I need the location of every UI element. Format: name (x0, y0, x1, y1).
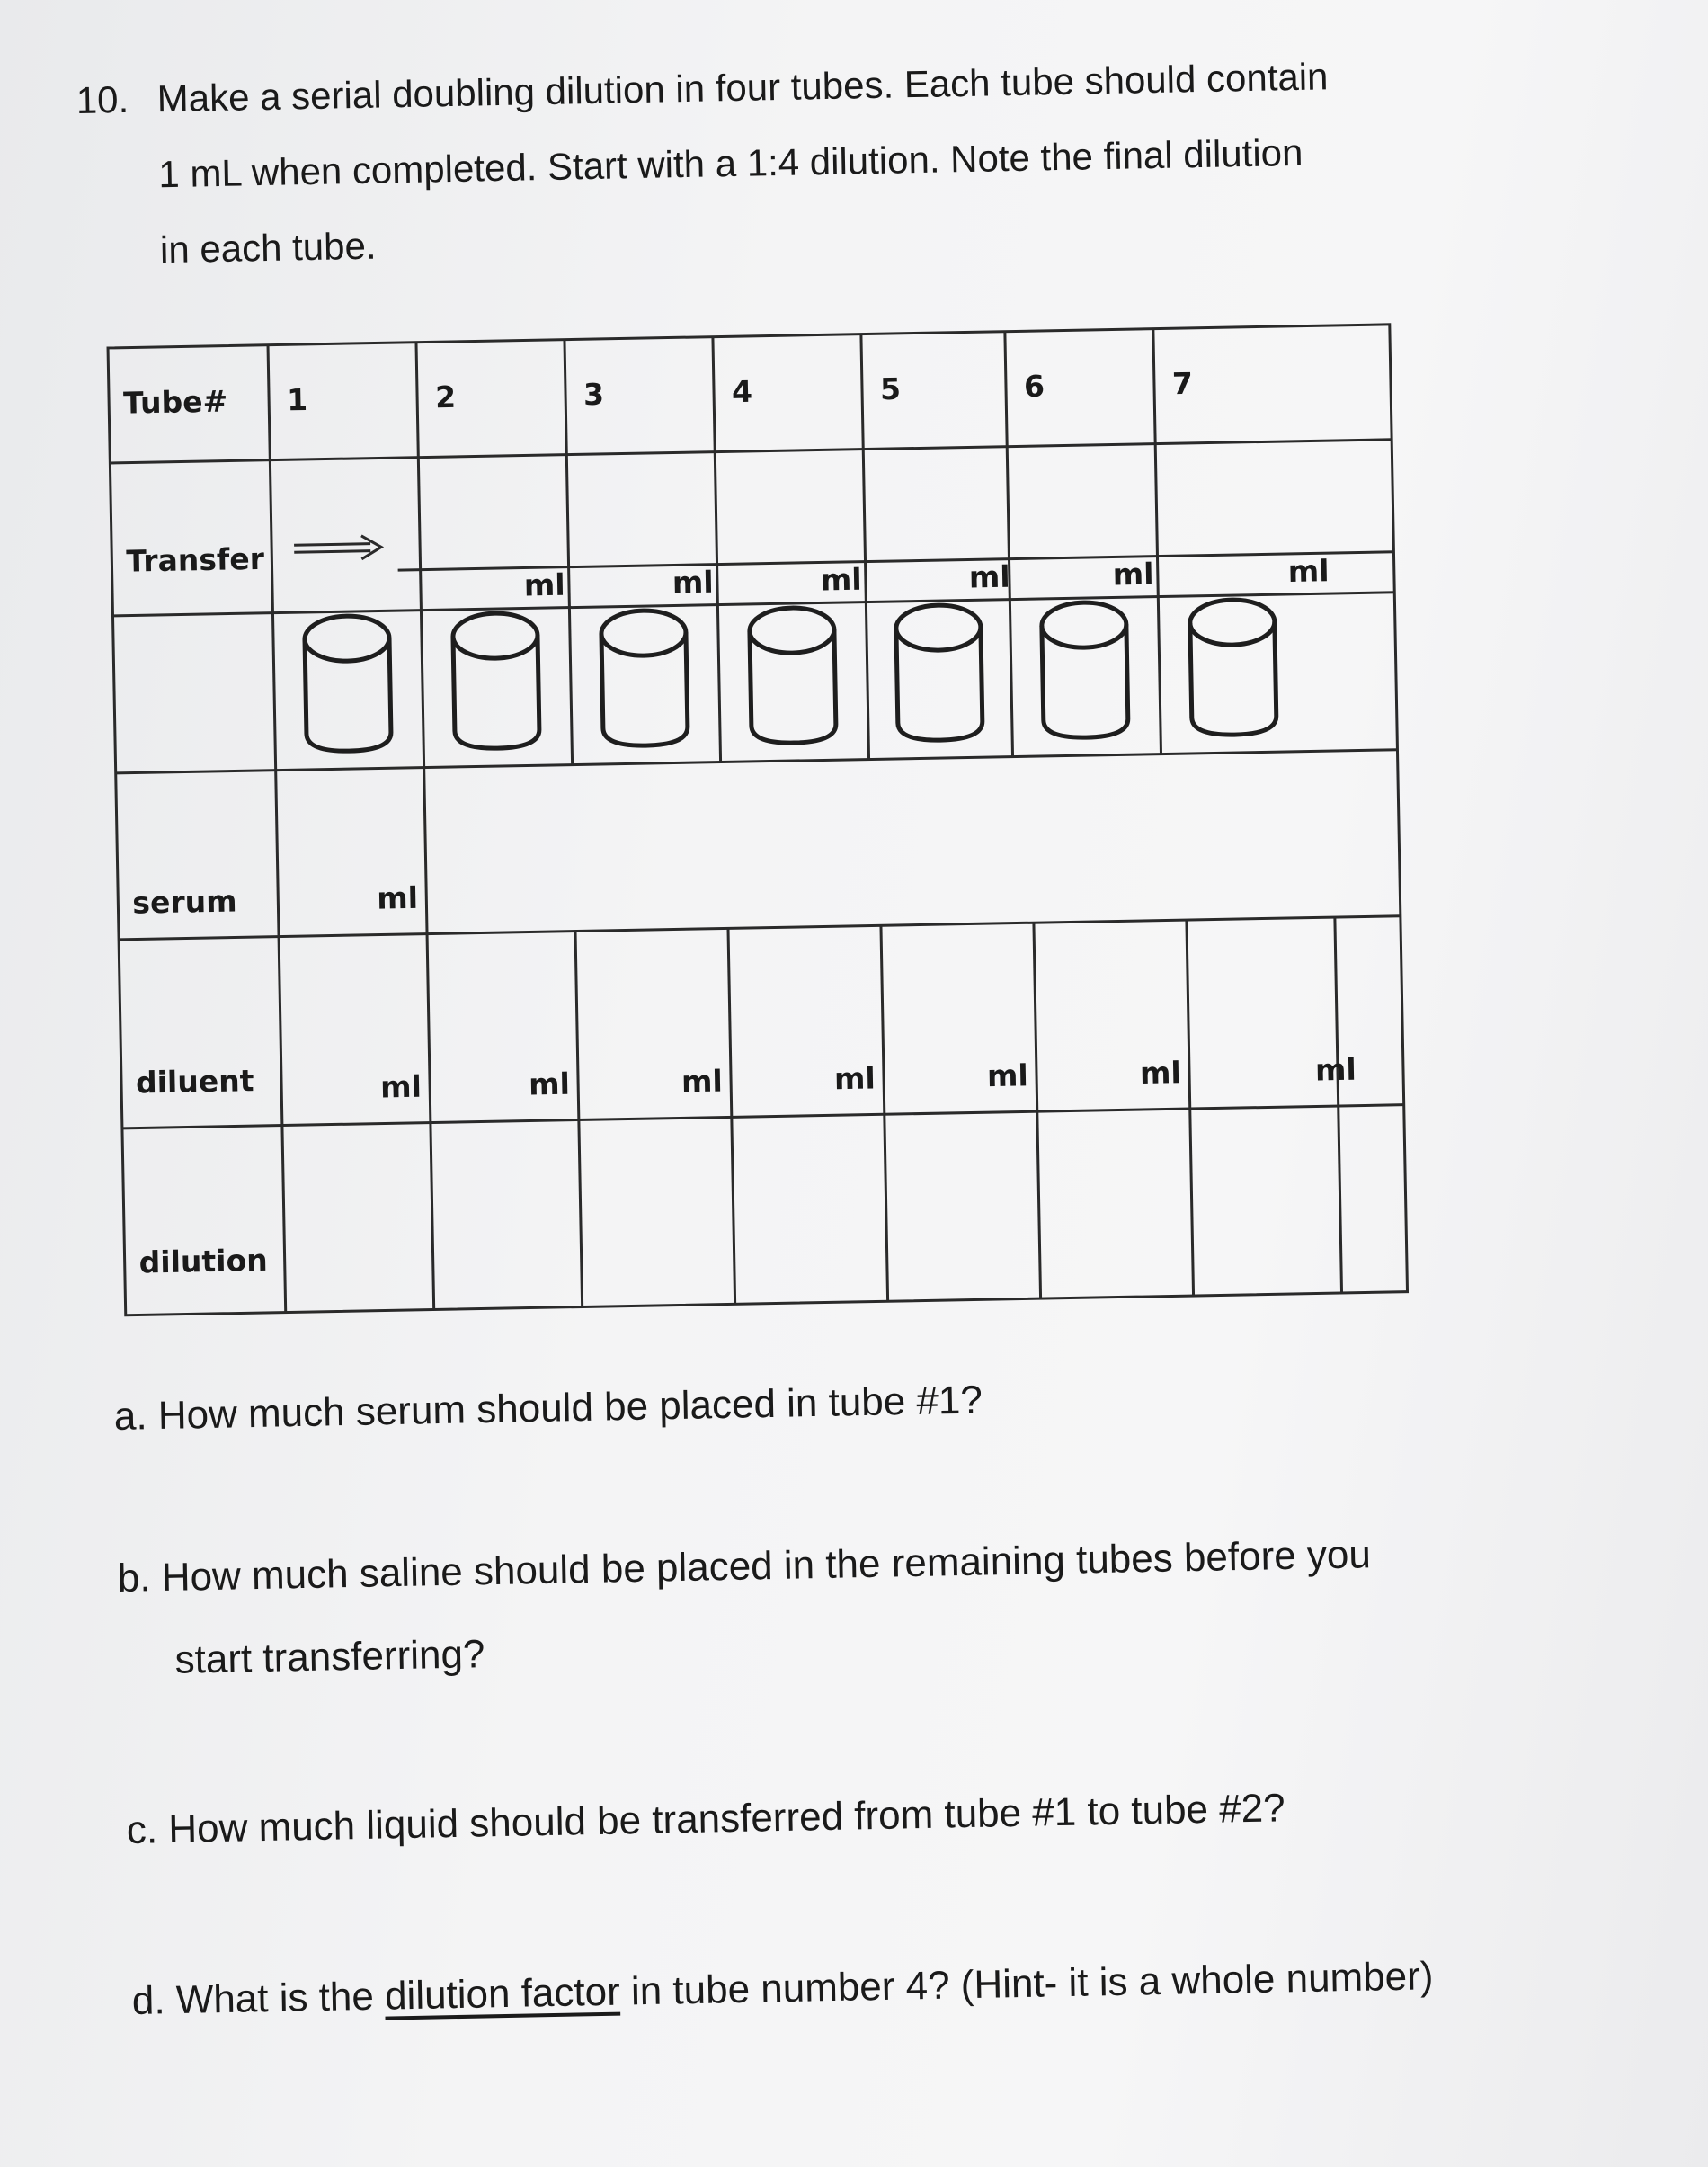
row-label-tube: Tube# (122, 383, 228, 421)
question-number: 10. (76, 77, 129, 121)
row-label-transfer: Transfer (126, 540, 265, 579)
transfer-ml-7: ml (1287, 553, 1330, 589)
diluent-ml-2: ml (528, 1066, 571, 1102)
diluent-ml-3: ml (681, 1063, 724, 1100)
question-a: a. How much serum should be placed in tube #1? (113, 1378, 983, 1439)
tube-number-6: 6 (1023, 368, 1045, 405)
row-label-diluent: diluent (135, 1063, 254, 1101)
tube-number-3: 3 (583, 376, 605, 413)
diluent-ml-1: ml (379, 1068, 423, 1105)
tube-number-4: 4 (731, 373, 753, 410)
question-d-suffix: in tube number 4? (Hint- it is a whole number) (619, 1954, 1434, 2014)
question-d-underlined: dilution factor (384, 1969, 621, 2019)
question-b (117, 1513, 1373, 1703)
transfer-ml-6: ml (1112, 556, 1154, 593)
question-d (131, 1935, 1434, 2043)
tube-number-1: 1 (286, 381, 308, 418)
question-c: c. How much liquid should be transferred from tube #1 to tube #2? (126, 1786, 1286, 1852)
question-d-prefix: d. What is the (131, 1974, 386, 2023)
transfer-ml-4: ml (820, 561, 862, 598)
row-label-serum: serum (131, 883, 237, 921)
transfer-ml-2: ml (523, 566, 566, 603)
question-line-2: 1 mL when completed. Start with a 1:4 dilution. Note the final dilution (157, 130, 1303, 196)
tube-number-2: 2 (434, 379, 457, 415)
question-line-1: Make a serial doubling dilution in four tubes. Each tube should contain (156, 55, 1329, 120)
diluent-ml-6: ml (1139, 1055, 1182, 1092)
diluent-ml-7: ml (1314, 1051, 1357, 1088)
question-b-line-2: start transferring? (174, 1632, 485, 1682)
question-b-line-1: b. How much saline should be placed in the remaining tubes before you (117, 1532, 1372, 1601)
transfer-ml-5: ml (968, 558, 1010, 595)
tube-number-5: 5 (879, 370, 902, 407)
row-label-dilution: dilution (138, 1242, 269, 1280)
question-line-3: in each tube. (159, 224, 377, 272)
serum-ml-1: ml (376, 879, 419, 916)
diluent-ml-5: ml (986, 1057, 1029, 1094)
transfer-ml-3: ml (672, 564, 714, 601)
diluent-ml-4: ml (833, 1060, 876, 1097)
tube-number-7: 7 (1171, 365, 1194, 402)
